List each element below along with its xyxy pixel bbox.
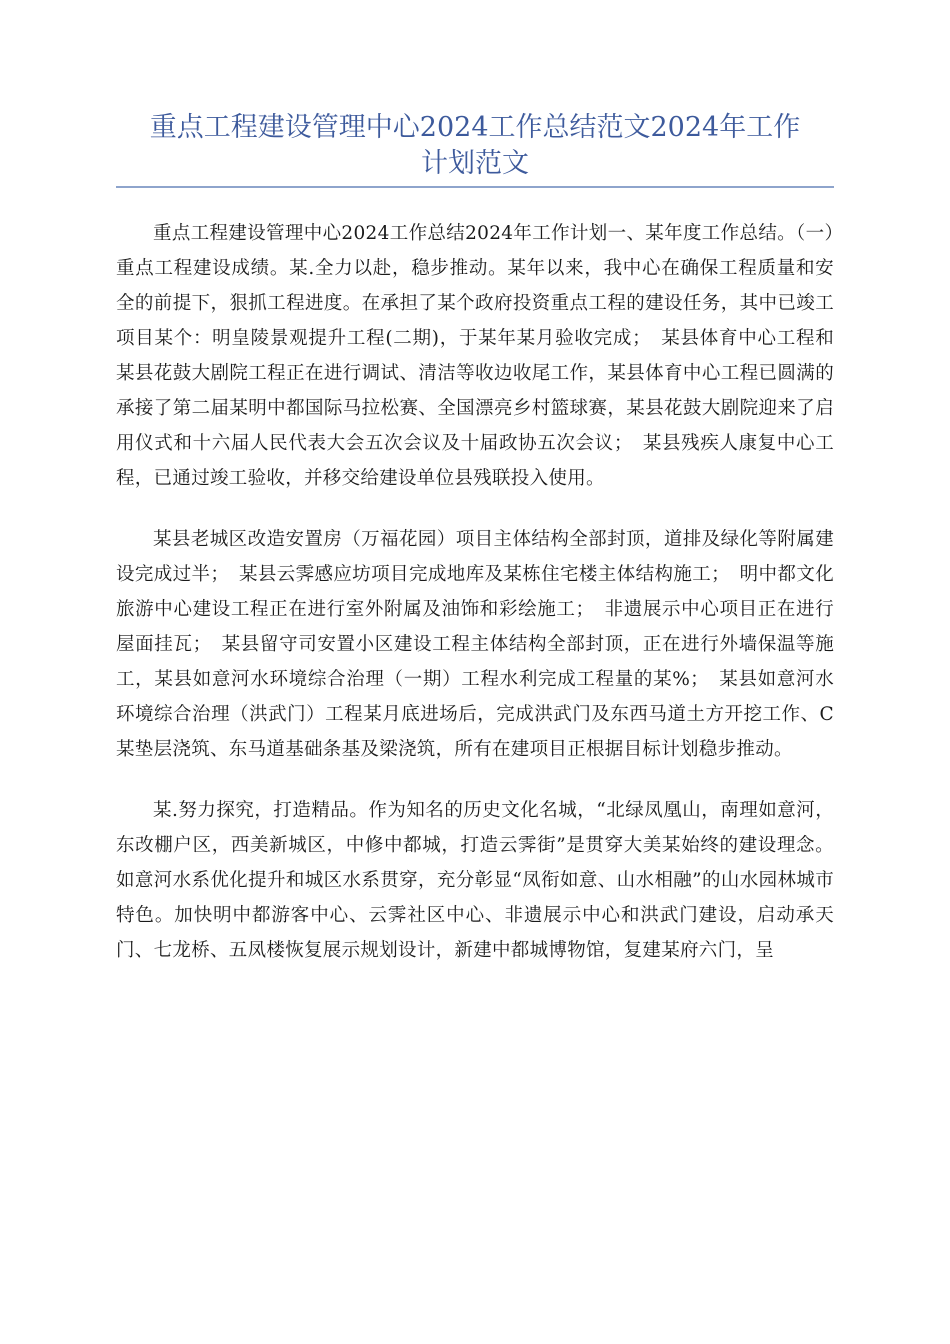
title-line-2: 计划范文	[421, 148, 529, 179]
document-body	[116, 216, 834, 968]
paragraph-2: 某县老城区改造安置房（万福花园）项目主体结构全部封顶，道排及绿化等附属建设完成过半； 某县云霁感应坊项目完成地库及某栋住宅楼主体结构施工； 明中都文化旅游中心建设工程正在进行室外附属及油饰和彩绘施工； 非遗展示中心项目正在进行屋面挂瓦； 某县留守司安置小区建设工程主体结构全部封顶，正在进行外墙保温等施工，某县如意河水环境综合治理（一期）工程水利完成工程量的某%； 某县如意河水环境综合治理（洪武门）工程某月底进场后，完成洪武门及东西马道土方开挖工作、C某垫层浇筑、东马道基础条基及梁浇筑，所有在建项目正根据目标计划稳步推动。	[116, 529, 834, 760]
title-line-1: 重点工程建设管理中心2024工作总结范文2024年工作	[149, 112, 801, 143]
paragraph-3: 某.努力探究，打造精品。作为知名的历史文化名城，“北绿凤凰山，南理如意河，东改棚户区，西美新城区，中修中都城，打造云霁街”是贯穿大美某始终的建设理念。如意河水系优化提升和城区水系贯穿，充分彰显“凤衔如意、山水相融”的山水园林城市特色。加快明中都游客中心、云霁社区中心、非遗展示中心和洪武门建设，启动承天门、七龙桥、五凤楼恢复展示规划设计，新建中都城博物馆，复建某府六门，呈	[116, 800, 834, 961]
paragraph-1: 重点工程建设管理中心2024工作总结2024年工作计划一、某年度工作总结。（一）重点工程建设成绩。某.全力以赴，稳步推动。某年以来，我中心在确保工程质量和安全的前提下，狠抓工程进度。在承担了某个政府投资重点工程的建设任务，其中已竣工项目某个：明皇陵景观提升工程(二期)，于某年某月验收完成； 某县体育中心工程和某县花鼓大剧院工程正在进行调试、清洁等收边收尾工作，某县体育中心工程已圆满的承接了第二届某明中都国际马拉松赛、全国漂亮乡村篮球赛，某县花鼓大剧院迎来了启用仪式和十六届人民代表大会五次会议及十届政协五次会议； 某县残疾人康复中心工程，已通过竣工验收，并移交给建设单位县残联投入使用。	[116, 223, 834, 489]
document-title	[116, 110, 834, 188]
